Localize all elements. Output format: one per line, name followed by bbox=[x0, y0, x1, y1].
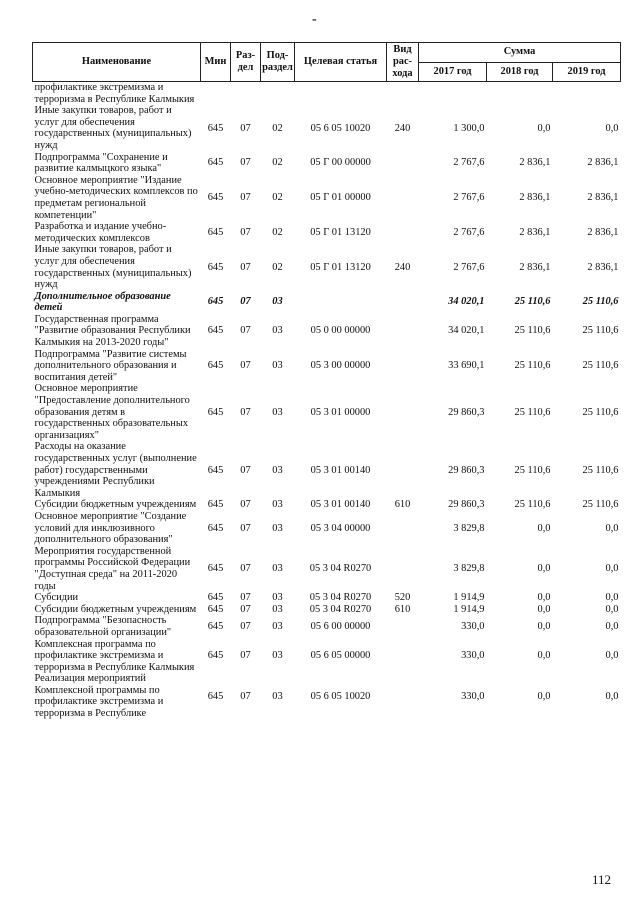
table-row bbox=[33, 175, 621, 221]
budget-table bbox=[32, 42, 621, 720]
row-name: Подпрограмма "Развитие системы дополнительного образования и воспитания детей" bbox=[34, 348, 187, 383]
row-vid bbox=[387, 546, 419, 592]
row-min: 645 bbox=[207, 690, 224, 702]
row-razdel: 07 bbox=[240, 192, 251, 204]
row-razdel: 07 bbox=[240, 603, 251, 615]
row-vid bbox=[387, 383, 419, 441]
row-podrazdel bbox=[261, 82, 295, 106]
row-target bbox=[295, 82, 387, 106]
row-sum-2018: 2 836,1 bbox=[519, 261, 551, 273]
row-sum-2019: 2 836,1 bbox=[587, 192, 619, 204]
table-body bbox=[33, 82, 621, 720]
row-name: Реализация мероприятий Комплексной программы по профилактике экстремизма и терроризма в Республике bbox=[34, 673, 164, 720]
row-target: 05 Г 01 00000 bbox=[310, 192, 371, 204]
row-min: 645 bbox=[207, 157, 224, 169]
row-sum-2017 bbox=[419, 82, 487, 106]
row-sum-2018: 25 110,6 bbox=[514, 296, 551, 308]
row-sum-2019: 2 836,1 bbox=[587, 226, 619, 238]
row-name: Подпрограмма "Безопасность образовательной организации" bbox=[34, 615, 172, 638]
row-sum-2019: 25 110,6 bbox=[582, 325, 619, 337]
row-sum-2019: 25 110,6 bbox=[582, 296, 619, 308]
row-sum-2018 bbox=[487, 82, 553, 106]
row-razdel: 07 bbox=[240, 296, 251, 308]
row-sum-2019: 0,0 bbox=[605, 122, 619, 134]
row-razdel: 07 bbox=[240, 690, 251, 702]
row-name: Комплексная программа по профилактике экстремизма и терроризма в Республике Калмыкия bbox=[34, 638, 195, 673]
row-sum-2019: 0,0 bbox=[605, 522, 619, 534]
table-row bbox=[33, 511, 621, 546]
col-header-target: Целевая статья bbox=[295, 43, 387, 82]
row-min: 645 bbox=[207, 603, 224, 615]
row-name: Разработка и издание учебно-методических комплексов bbox=[34, 221, 167, 244]
row-target: 05 3 01 00140 bbox=[310, 499, 371, 511]
row-sum-2019: 0,0 bbox=[605, 563, 619, 575]
row-target: 05 Г 01 13120 bbox=[310, 226, 371, 238]
table-row bbox=[33, 441, 621, 499]
row-sum-2018: 25 110,6 bbox=[514, 499, 551, 511]
row-razdel: 07 bbox=[240, 499, 251, 511]
row-podrazdel: 02 bbox=[272, 192, 283, 204]
row-min: 645 bbox=[207, 563, 224, 575]
row-name: Расходы на оказание государственных услуг (выполнение работ) государственными учреждениями Республики Калмыкия bbox=[34, 441, 197, 499]
row-podrazdel: 03 bbox=[272, 325, 283, 337]
row-sum-2018: 0,0 bbox=[537, 122, 551, 134]
row-podrazdel: 02 bbox=[272, 157, 283, 169]
row-vid: 610 bbox=[394, 499, 411, 511]
row-vid bbox=[387, 291, 419, 314]
row-sum-2017: 29 860,3 bbox=[448, 499, 485, 511]
row-vid bbox=[387, 639, 419, 674]
row-sum-2018: 0,0 bbox=[537, 603, 551, 615]
row-min: 645 bbox=[207, 296, 224, 308]
row-podrazdel: 02 bbox=[272, 226, 283, 238]
row-sum-2019: 25 110,6 bbox=[582, 360, 619, 372]
row-sum-2019 bbox=[553, 82, 621, 106]
row-target: 05 6 00 00000 bbox=[310, 621, 371, 633]
table-row bbox=[33, 615, 621, 638]
table-row bbox=[33, 673, 621, 719]
row-target: 05 3 04 R0270 bbox=[309, 563, 372, 575]
row-name: Иные закупки товаров, работ и услуг для обеспечения государственных (муниципальных) нужд bbox=[34, 244, 192, 291]
row-sum-2017: 2 767,6 bbox=[453, 192, 485, 204]
row-min: 645 bbox=[207, 360, 224, 372]
row-min: 645 bbox=[207, 261, 224, 273]
row-min: 645 bbox=[207, 592, 224, 604]
row-vid bbox=[387, 673, 419, 719]
row-sum-2018: 0,0 bbox=[537, 621, 551, 633]
row-sum-2019: 25 110,6 bbox=[582, 464, 619, 476]
row-sum-2018: 0,0 bbox=[537, 592, 551, 604]
row-name: Подпрограмма "Сохранение и развитие калмыцкого языка" bbox=[34, 151, 168, 175]
row-sum-2017: 33 690,1 bbox=[448, 360, 485, 372]
row-sum-2017: 34 020,1 bbox=[448, 296, 485, 308]
row-sum-2019: 25 110,6 bbox=[582, 499, 619, 511]
row-razdel: 07 bbox=[240, 621, 251, 633]
row-razdel: 07 bbox=[240, 226, 251, 238]
table-row bbox=[33, 604, 621, 616]
row-podrazdel: 03 bbox=[272, 650, 283, 662]
row-name: Субсидии бюджетным учреждениям bbox=[34, 499, 197, 511]
row-vid bbox=[387, 615, 419, 638]
row-razdel: 07 bbox=[240, 650, 251, 662]
col-header-2018: 2018 год bbox=[487, 62, 553, 82]
row-sum-2019: 2 836,1 bbox=[587, 157, 619, 169]
row-vid bbox=[387, 152, 419, 175]
table-row bbox=[33, 244, 621, 290]
row-podrazdel: 03 bbox=[272, 603, 283, 615]
row-target: 05 3 01 00140 bbox=[310, 464, 371, 476]
row-min: 645 bbox=[207, 122, 224, 134]
row-min: 645 bbox=[207, 522, 224, 534]
row-min bbox=[201, 82, 231, 106]
page-mark: - bbox=[312, 12, 317, 27]
row-sum-2019: 2 836,1 bbox=[587, 261, 619, 273]
row-vid bbox=[387, 441, 419, 499]
row-target: 05 3 04 00000 bbox=[310, 522, 371, 534]
row-name: Государственная программа "Развитие образования Республики Калмыкия на 2013-2020 годы" bbox=[34, 313, 191, 349]
table-row bbox=[33, 221, 621, 244]
table-row bbox=[33, 105, 621, 151]
row-name: профилактике экстремизма и терроризма в Республике Калмыкия bbox=[34, 82, 195, 105]
row-name: Иные закупки товаров, работ и услуг для обеспечения государственных (муниципальных) нужд bbox=[34, 105, 192, 151]
row-razdel: 07 bbox=[240, 522, 251, 534]
row-vid: 240 bbox=[394, 261, 411, 273]
row-podrazdel: 03 bbox=[272, 464, 283, 476]
row-podrazdel: 03 bbox=[272, 592, 283, 604]
row-name: Основное мероприятие "Предоставление дополнительного образования детям в государственных образовательных организациях" bbox=[34, 383, 190, 441]
row-sum-2018: 25 110,6 bbox=[514, 464, 551, 476]
row-sum-2017: 330,0 bbox=[461, 690, 485, 702]
table-row bbox=[33, 82, 621, 106]
table-row bbox=[33, 592, 621, 604]
row-razdel: 07 bbox=[240, 360, 251, 372]
row-sum-2017: 2 767,6 bbox=[453, 226, 485, 238]
row-target: 05 Г 00 00000 bbox=[310, 157, 371, 169]
table-row bbox=[33, 349, 621, 384]
row-podrazdel: 03 bbox=[272, 621, 283, 633]
col-header-vid: Вид рас-хода bbox=[387, 43, 419, 82]
row-razdel: 07 bbox=[240, 325, 251, 337]
col-header-summa: Сумма bbox=[419, 43, 621, 63]
table-row bbox=[33, 383, 621, 441]
row-vid bbox=[387, 349, 419, 384]
row-target: 05 Г 01 13120 bbox=[310, 261, 371, 273]
row-sum-2018: 25 110,6 bbox=[514, 406, 551, 418]
row-razdel: 07 bbox=[240, 464, 251, 476]
row-sum-2018: 2 836,1 bbox=[519, 192, 551, 204]
row-target: 05 3 00 00000 bbox=[310, 360, 371, 372]
row-razdel bbox=[231, 82, 261, 106]
row-sum-2018: 25 110,6 bbox=[514, 325, 551, 337]
row-sum-2017: 1 300,0 bbox=[453, 122, 485, 134]
row-sum-2017: 330,0 bbox=[461, 650, 485, 662]
row-target: 05 3 04 R0270 bbox=[309, 592, 372, 604]
row-target: 05 6 05 10020 bbox=[310, 122, 371, 134]
row-min: 645 bbox=[207, 406, 224, 418]
row-razdel: 07 bbox=[240, 261, 251, 273]
row-vid bbox=[387, 221, 419, 244]
col-header-podrazdel: Под-раздел bbox=[261, 43, 295, 82]
table-row bbox=[33, 314, 621, 349]
row-sum-2018: 0,0 bbox=[537, 650, 551, 662]
col-header-2019: 2019 год bbox=[553, 62, 621, 82]
row-sum-2019: 0,0 bbox=[605, 592, 619, 604]
row-min: 645 bbox=[207, 621, 224, 633]
row-min: 645 bbox=[207, 226, 224, 238]
table-row bbox=[33, 152, 621, 175]
row-target: 05 6 05 00000 bbox=[310, 650, 371, 662]
row-sum-2017: 3 829,8 bbox=[453, 522, 485, 534]
row-sum-2017: 2 767,6 bbox=[453, 157, 485, 169]
row-podrazdel: 03 bbox=[272, 499, 283, 511]
table-row bbox=[33, 499, 621, 511]
row-sum-2017: 1 914,9 bbox=[453, 592, 485, 604]
col-header-2017: 2017 год bbox=[419, 62, 487, 82]
row-podrazdel: 02 bbox=[272, 261, 283, 273]
row-sum-2017: 3 829,8 bbox=[453, 563, 485, 575]
row-vid: 240 bbox=[394, 122, 411, 134]
page-number: 112 bbox=[592, 872, 612, 887]
row-sum-2018: 0,0 bbox=[537, 522, 551, 534]
row-sum-2017: 2 767,6 bbox=[453, 261, 485, 273]
row-sum-2017: 34 020,1 bbox=[448, 325, 485, 337]
row-name: Субсидии бюджетным учреждениям bbox=[34, 603, 197, 615]
row-name: Основное мероприятие "Издание учебно-методических комплексов по предметам региональной компетенции" bbox=[34, 174, 198, 221]
row-min: 645 bbox=[207, 499, 224, 511]
row-razdel: 07 bbox=[240, 122, 251, 134]
col-header-name: Наименование bbox=[33, 43, 201, 82]
row-sum-2017: 1 914,9 bbox=[453, 603, 485, 615]
row-sum-2019: 0,0 bbox=[605, 621, 619, 633]
row-razdel: 07 bbox=[240, 157, 251, 169]
row-target bbox=[295, 291, 387, 314]
row-sum-2017: 29 860,3 bbox=[448, 464, 485, 476]
row-min: 645 bbox=[207, 650, 224, 662]
row-podrazdel: 03 bbox=[272, 360, 283, 372]
row-name: Основное мероприятие "Создание условий для инклюзивного дополнительного образования" bbox=[34, 510, 187, 546]
row-sum-2018: 0,0 bbox=[537, 690, 551, 702]
row-vid bbox=[387, 314, 419, 349]
row-sum-2019: 25 110,6 bbox=[582, 406, 619, 418]
row-sum-2019: 0,0 bbox=[605, 650, 619, 662]
row-target: 05 3 04 R0270 bbox=[309, 603, 372, 615]
row-podrazdel: 03 bbox=[272, 296, 283, 308]
row-sum-2019: 0,0 bbox=[605, 603, 619, 615]
row-sum-2017: 29 860,3 bbox=[448, 406, 485, 418]
row-razdel: 07 bbox=[240, 592, 251, 604]
row-name: Дополнительное образование детей bbox=[34, 290, 171, 314]
row-name: Субсидии bbox=[34, 592, 79, 604]
row-podrazdel: 03 bbox=[272, 522, 283, 534]
row-name: Мероприятия государственной программы Российской Федерации "Доступная среда" на 2011-2020 годы bbox=[34, 545, 191, 592]
row-target: 05 0 00 00000 bbox=[310, 325, 371, 337]
table-row bbox=[33, 546, 621, 592]
table-row bbox=[33, 639, 621, 674]
row-vid bbox=[387, 511, 419, 546]
row-sum-2017: 330,0 bbox=[461, 621, 485, 633]
col-header-razdel: Раз-дел bbox=[231, 43, 261, 82]
row-min: 645 bbox=[207, 464, 224, 476]
row-target: 05 3 01 00000 bbox=[310, 406, 371, 418]
row-podrazdel: 02 bbox=[272, 122, 283, 134]
row-sum-2018: 2 836,1 bbox=[519, 157, 551, 169]
row-min: 645 bbox=[207, 192, 224, 204]
row-vid: 610 bbox=[394, 603, 411, 615]
col-header-min: Мин bbox=[201, 43, 231, 82]
row-sum-2019: 0,0 bbox=[605, 690, 619, 702]
row-min: 645 bbox=[207, 325, 224, 337]
row-sum-2018: 2 836,1 bbox=[519, 226, 551, 238]
row-razdel: 07 bbox=[240, 406, 251, 418]
row-target: 05 6 05 10020 bbox=[310, 690, 371, 702]
row-podrazdel: 03 bbox=[272, 690, 283, 702]
row-sum-2018: 0,0 bbox=[537, 563, 551, 575]
row-podrazdel: 03 bbox=[272, 563, 283, 575]
row-podrazdel: 03 bbox=[272, 406, 283, 418]
row-vid bbox=[387, 175, 419, 221]
row-vid: 520 bbox=[394, 592, 411, 604]
row-sum-2018: 25 110,6 bbox=[514, 360, 551, 372]
row-razdel: 07 bbox=[240, 563, 251, 575]
table-row bbox=[33, 291, 621, 314]
row-vid bbox=[387, 82, 419, 106]
